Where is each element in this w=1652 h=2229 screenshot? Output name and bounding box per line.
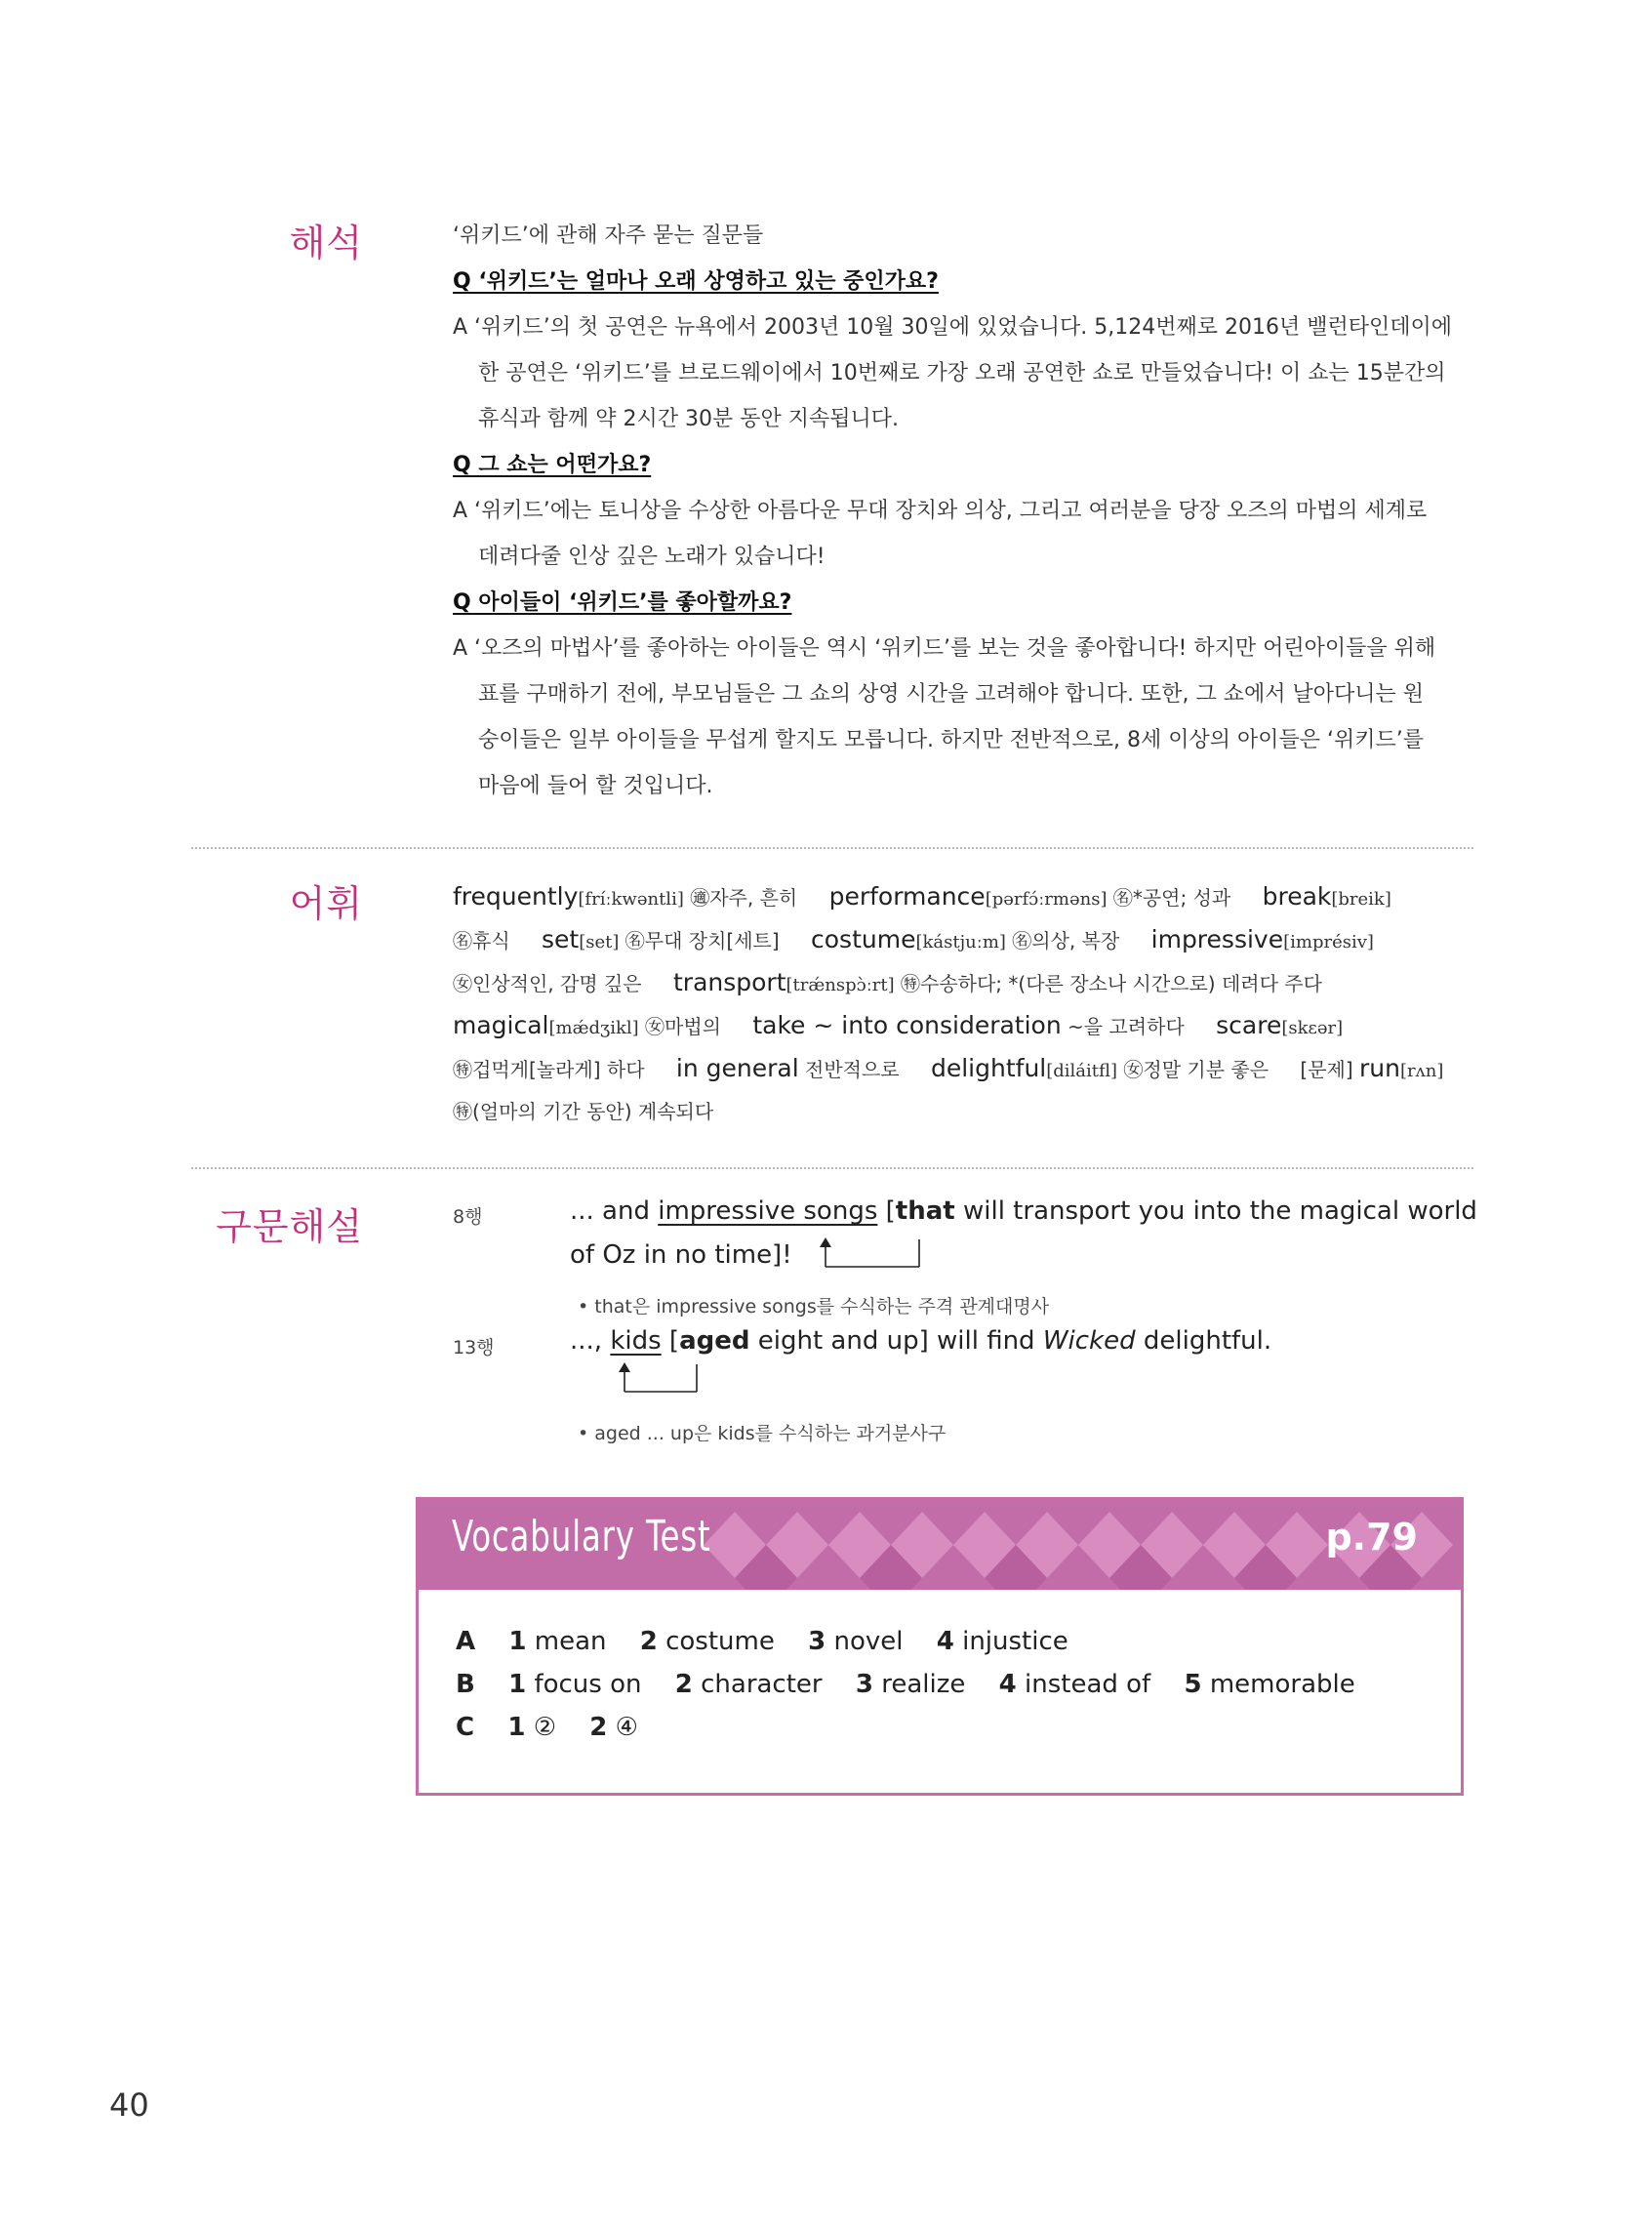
answer-3-line: 표를 구매하기 전에, 부모님들은 그 쇼의 상영 시간을 고려해야 합니다. 또한, 그 쇼에서 날아다니는 원	[478, 682, 1424, 707]
page-reference: p.79	[1325, 1516, 1418, 1559]
answer-1-line: A ‘위키드’의 첫 공연은 뉴욕에서 2003년 10월 30일에 있었습니다. 5,124번째로 2016년 밸런타인데이에	[453, 315, 1452, 340]
reference-arrow	[613, 1362, 710, 1396]
vocab-word: break	[1262, 882, 1332, 911]
answer-item: 4 injustice	[936, 1627, 1068, 1656]
answer-row-c: C 1 ② 2 ④	[456, 1713, 638, 1742]
section-divider	[191, 1167, 1473, 1169]
question-1: Q ‘위키드’는 얼마나 오래 상영하고 있는 중인가요?	[453, 269, 939, 294]
vocab-word: performance	[828, 882, 986, 911]
section-divider	[191, 847, 1473, 849]
translation-section-title: 해석	[289, 222, 363, 264]
vocab-word: in general	[675, 1054, 799, 1082]
translation-body	[453, 213, 1473, 809]
reference-arrow	[814, 1237, 931, 1271]
answer-row-b: B 1 focus on 2 character 3 realize 4 instead of 5 memorable	[456, 1670, 1355, 1699]
answer-item: 1 mean	[508, 1627, 607, 1656]
answer-item: 3 novel	[808, 1627, 904, 1656]
translation-heading: ‘위키드’에 관해 자주 묻는 질문들	[453, 223, 764, 248]
question-2: Q 그 쇼는 어떤가요?	[453, 453, 652, 477]
question-3: Q 아이들이 ‘위키드’를 좋아할까요?	[453, 590, 792, 615]
vocabulary-test-title: Vocabulary Test	[452, 1512, 711, 1561]
answer-3-line: A ‘오즈의 마법사’를 좋아하는 아이들은 역시 ‘위키드’를 보는 것을 좋아합니다! 하지만 어린아이들을 위해	[453, 636, 1436, 661]
vocab-word: magical	[453, 1011, 549, 1039]
line-number: 8행	[453, 1206, 483, 1228]
answer-3-line: 숭이들은 일부 아이들을 무섭게 할지도 모릅니다. 하지만 전반적으로, 8세 이상의 아이들은 ‘위키드’를	[478, 728, 1424, 752]
syntax-sentence-2: ..., kids [aged eight and up] will find Wicked delightful.	[570, 1326, 1272, 1356]
syntax-note-1: • that은 impressive songs를 수식하는 주격 관계대명사	[578, 1296, 1050, 1317]
answer-item: 2 character	[674, 1670, 823, 1699]
answer-3-line: 마음에 들어 할 것입니다.	[478, 774, 713, 798]
vocab-line: ㊕겁먹게[놀라게] 하다 in general 전반적으로 delightful[diláitfl] ㊛정말 기분 좋은 [문제] run[rʌn]	[453, 1054, 1444, 1082]
vocab-word: run	[1359, 1054, 1400, 1082]
vocab-word: impressive	[1150, 925, 1284, 953]
syntax-section-title: 구문해설	[216, 1205, 363, 1248]
answer-2-line: 데려다줄 인상 깊은 노래가 있습니다!	[478, 545, 826, 569]
vocab-word: costume	[811, 925, 916, 953]
answer-item: 1 ②	[507, 1713, 557, 1742]
syntax-sentence-1-cont: of Oz in no time]!	[570, 1240, 792, 1270]
vocabulary-test-header	[419, 1500, 1461, 1590]
syntax-notes	[453, 1196, 1487, 1450]
vocab-word: scare	[1216, 1011, 1282, 1039]
line-number: 13행	[453, 1337, 495, 1358]
syntax-note-2: • aged ... up은 kids를 수식하는 과거분사구	[578, 1423, 947, 1444]
vocab-line: ㊛인상적인, 감명 깊은 transport[trǽnspɔ̀ːrt] ㊕수송하다; *(다른 장소나 시간으로) 데려다 주다	[453, 968, 1322, 996]
vocab-word: frequently	[453, 882, 579, 911]
vocab-word: set	[542, 925, 580, 953]
answer-item: 2 ④	[589, 1713, 638, 1742]
vocab-word: delightful	[930, 1054, 1047, 1082]
answer-1-line: 한 공연은 ‘위키드’를 브로드웨이에서 10번째로 가장 오래 공연한 쇼로 만들었습니다! 이 쇼는 15분간의	[478, 361, 1446, 385]
answer-item: 5 memorable	[1184, 1670, 1355, 1699]
vocab-list	[453, 875, 1477, 1133]
vocabulary-test-box	[416, 1497, 1464, 1796]
vocab-line: frequently[fríːkwəntli] ㊜자주, 흔히 performance[pərfɔ́ːrməns] ㊔*공연; 성과 break[breik]	[453, 882, 1391, 911]
vocab-word: take ~ into consideration	[752, 1011, 1062, 1039]
syntax-sentence-1: ... and impressive songs [that will transport you into the magical world	[570, 1196, 1477, 1226]
answer-item: 3 realize	[855, 1670, 966, 1699]
vocab-section-title: 어휘	[289, 882, 363, 925]
vocab-line: magical[mǽdʒikl] ㊛마법의 take ~ into consideration ~을 고려하다 scare[skɛər]	[453, 1011, 1344, 1039]
vocab-line: ㊕(얼마의 기간 동안) 계속되다	[453, 1100, 714, 1123]
answer-2-line: A ‘위키드’에는 토니상을 수상한 아름다운 무대 장치와 의상, 그리고 여러분을 당장 오즈의 마법의 세계로	[453, 499, 1428, 523]
answer-row-a: A 1 mean 2 costume 3 novel 4 injustice	[456, 1627, 1068, 1656]
vocab-word: transport	[673, 968, 786, 996]
vocab-line: ㊔휴식 set[set] ㊔무대 장치[세트] costume[kástjuːm] ㊔의상, 복장 impressive[imprésiv]	[453, 925, 1374, 953]
page-number: 40	[109, 2087, 149, 2124]
answer-item: 4 instead of	[998, 1670, 1151, 1699]
answer-item: 2 costume	[639, 1627, 775, 1656]
answer-1-line: 휴식과 함께 약 2시간 30분 동안 지속됩니다.	[478, 407, 899, 431]
answer-item: 1 focus on	[508, 1670, 642, 1699]
